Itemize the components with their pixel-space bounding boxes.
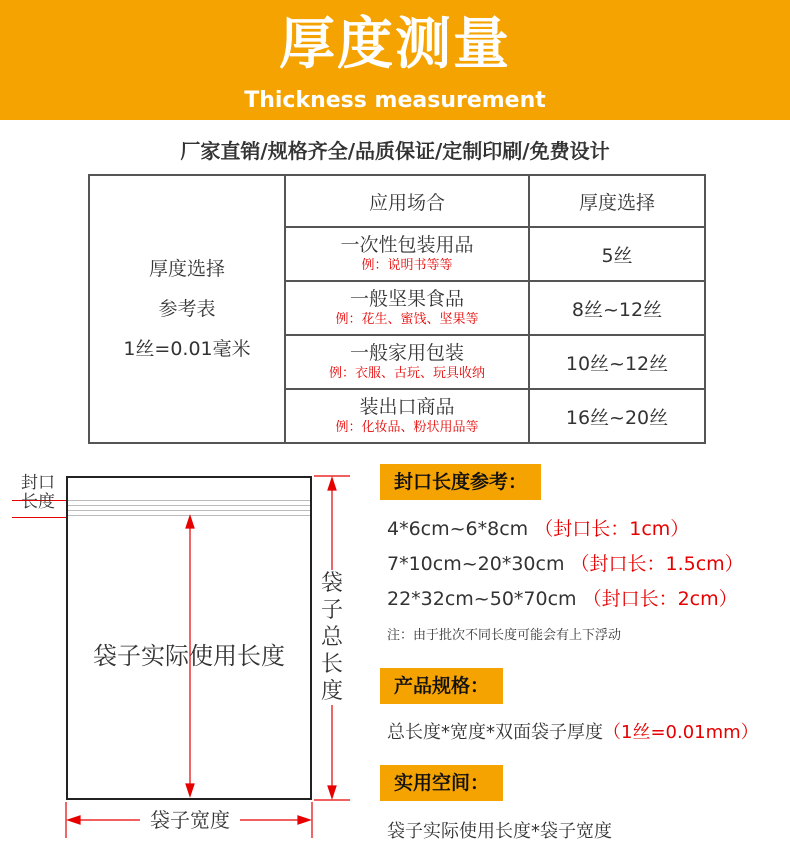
seal-length-label: 封口长度 (21, 473, 55, 512)
space-tag: 实用空间： (380, 765, 503, 801)
spec-unit: （1丝=0.01mm） (603, 722, 759, 743)
variation-note: 注：由于批次不同长度可能会有上下浮动 (387, 628, 622, 643)
arrow-right-icon (298, 816, 310, 824)
page-subtitle: Thickness measurement (244, 88, 546, 113)
seal-row (387, 515, 689, 543)
seal-size: 22*32cm~50*70cm (387, 588, 577, 610)
usage-label: 装出口商品 (359, 396, 455, 418)
usage-label: 一次性包装用品 (340, 234, 474, 256)
seal-row (387, 585, 738, 613)
thickness-value: 16丝~20丝 (529, 389, 705, 443)
usage-example: 例：衣服、古玩、玩具收纳 (328, 366, 485, 381)
header-banner (0, 0, 790, 120)
thickness-value: 5丝 (529, 227, 705, 281)
seal-length: （封口长：2cm） (582, 588, 738, 610)
arrow-up-icon (328, 478, 336, 490)
space-formula: 袋子实际使用长度*袋子宽度 (387, 821, 612, 842)
bag-width-label: 袋子宽度 (140, 806, 240, 834)
header-thickness: 厚度选择 (529, 175, 705, 227)
usage-cell (285, 281, 529, 335)
seal-reference-tag: 封口长度参考： (380, 464, 541, 500)
usage-cell (285, 335, 529, 389)
reference-line-3: 1丝=0.01毫米 (123, 338, 251, 360)
thickness-value: 8丝~12丝 (529, 281, 705, 335)
reference-line-2: 参考表 (158, 298, 216, 320)
spec-text: 总长度*宽度*双面袋子厚度 (387, 722, 603, 743)
usage-label: 一般家用包装 (349, 342, 464, 364)
seal-size: 4*6cm~6*8cm (387, 518, 529, 540)
usage-cell (285, 389, 529, 443)
seal-row (387, 550, 744, 578)
reference-cell (89, 175, 285, 443)
spec-formula (387, 719, 759, 747)
seal-length: （封口长：1.5cm） (570, 553, 744, 575)
usage-label: 一般坚果食品 (349, 288, 464, 310)
arrow-down-icon (186, 784, 194, 796)
spec-tag: 产品规格： (380, 668, 503, 704)
slogan: 厂家直销/规格齐全/品质保证/定制印刷/免费设计 (180, 139, 610, 163)
usage-cell (285, 227, 529, 281)
usage-example: 例：说明书等等 (361, 258, 453, 273)
thickness-value: 10丝~12丝 (529, 335, 705, 389)
usage-example: 例：花生、蜜饯、坚果等 (335, 312, 479, 327)
usage-example: 例：化妆品、粉状用品等 (335, 420, 479, 435)
arrow-down-icon (328, 786, 336, 798)
arrow-left-icon (68, 816, 80, 824)
thickness-table (88, 174, 706, 444)
reference-line-1: 厚度选择 (148, 258, 225, 280)
page-title: 厚度测量 (279, 12, 511, 77)
seal-size: 7*10cm~20*30cm (387, 553, 565, 575)
arrow-up-icon (186, 516, 194, 528)
total-length-label: 袋子总长度 (318, 570, 346, 705)
header-usage: 应用场合 (285, 175, 529, 227)
bag-diagram (0, 460, 370, 863)
usable-length-label: 袋子实际使用长度 (93, 642, 285, 670)
seal-length: （封口长：1cm） (534, 518, 690, 540)
